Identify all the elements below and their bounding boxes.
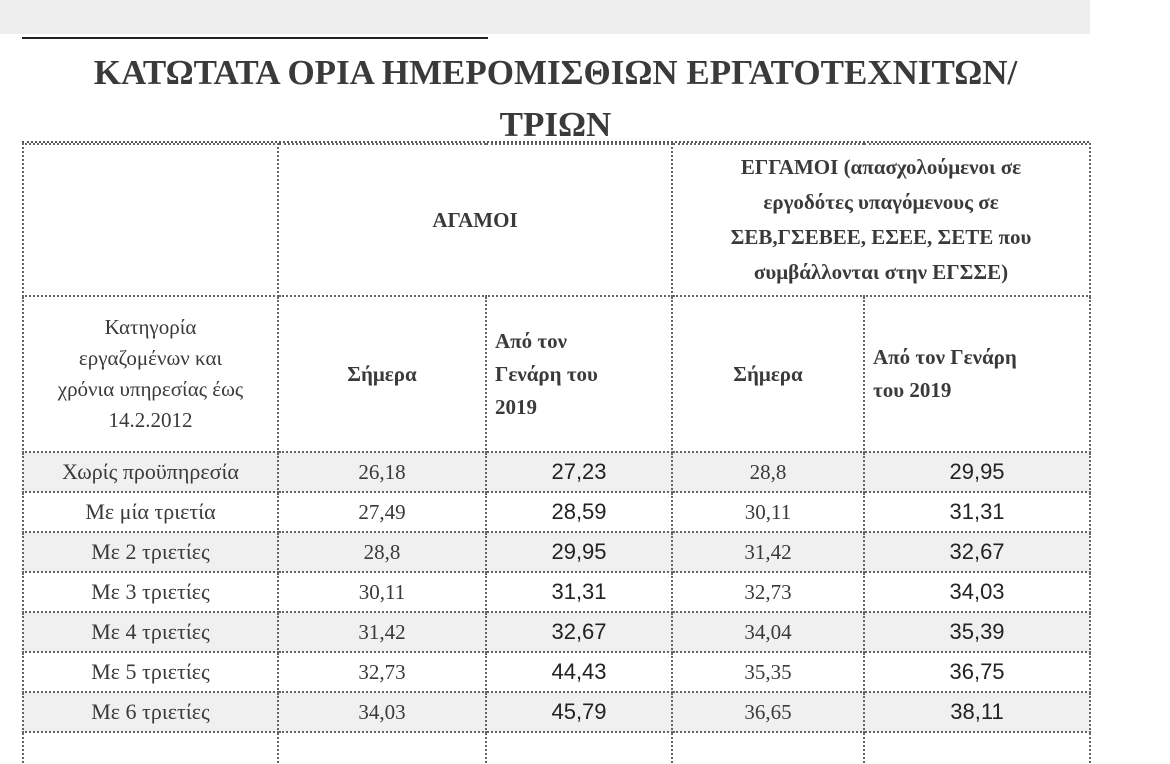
table-row (23, 572, 1090, 612)
agamoi-2019-cell: 27,23 (486, 452, 672, 492)
right-margin (1090, 0, 1170, 764)
agamoi-today-header: Σήμερα (278, 296, 486, 452)
empty-cell (864, 732, 1090, 763)
agamoi-today-cell: 34,03 (278, 692, 486, 732)
agamoi-today-cell: 32,73 (278, 652, 486, 692)
wage-table (22, 143, 1091, 763)
eggamoi-line-1: ΕΓΓΑΜΟΙ (απασχολούμενοι σε (740, 155, 1022, 179)
agamoi-today-cell: 28,8 (278, 532, 486, 572)
empty-row (23, 732, 1090, 763)
eggamoi-2019-cell: 36,75 (864, 652, 1090, 692)
agamoi-2019-header (486, 296, 672, 452)
group-header-row (23, 144, 1090, 296)
eggamoi-today-cell: 28,8 (672, 452, 864, 492)
eggamoi-2019-header (864, 296, 1090, 452)
page-title (22, 39, 1089, 143)
table-row (23, 652, 1090, 692)
eggamoi-2019-line-1: Από τον Γενάρη (873, 345, 1017, 369)
agamoi-today-cell: 31,42 (278, 612, 486, 652)
table-row (23, 692, 1090, 732)
row-label-cell: Με μία τριετία (23, 492, 278, 532)
eggamoi-today-cell: 31,42 (672, 532, 864, 572)
title-line-2: ΤΡΙΩΝ (499, 105, 612, 144)
agamoi-today-cell: 30,11 (278, 572, 486, 612)
agamoi-2019-line-1: Από τον (495, 328, 567, 353)
eggamoi-line-4: συμβάλλονται στην ΕΓΣΣΕ) (753, 260, 1009, 284)
agamoi-2019-cell: 45,79 (486, 692, 672, 732)
eggamoi-line-2: εργοδότες υπαγόμενους σε (763, 190, 999, 214)
agamoi-2019-cell: 32,67 (486, 612, 672, 652)
category-line-3: χρόνια υπηρεσίας έως (57, 377, 244, 401)
agamoi-2019-cell: 29,95 (486, 532, 672, 572)
sub-header-row (23, 296, 1090, 452)
agamoi-2019-cell: 44,43 (486, 652, 672, 692)
empty-cell (278, 732, 486, 763)
table-row (23, 612, 1090, 652)
eggamoi-line-3: ΣΕΒ,ΓΣΕΒΕΕ, ΕΣΕΕ, ΣΕΤΕ που (730, 225, 1032, 249)
agamoi-2019-cell: 28,59 (486, 492, 672, 532)
title-line-1: ΚΑΤΩΤΑΤΑ ΟΡΙΑ ΗΜΕΡΟΜΙΣΘΙΩΝ ΕΡΓΑΤΟΤΕΧΝΙΤΩΝ/ (93, 53, 1018, 92)
eggamoi-2019-cell: 35,39 (864, 612, 1090, 652)
top-bar (0, 0, 1090, 34)
agamoi-2019-line-2: Γενάρη του (495, 361, 598, 386)
empty-cell (672, 732, 864, 763)
eggamoi-today-cell: 34,04 (672, 612, 864, 652)
eggamoi-today-cell: 30,11 (672, 492, 864, 532)
eggamoi-2019-cell: 34,03 (864, 572, 1090, 612)
eggamoi-2019-cell: 29,95 (864, 452, 1090, 492)
category-line-1: Κατηγορία (104, 315, 197, 339)
eggamoi-2019-cell: 38,11 (864, 692, 1090, 732)
category-line-4: 14.2.2012 (108, 408, 193, 432)
empty-cell (23, 732, 278, 763)
eggamoi-2019-line-2: του 2019 (873, 378, 952, 402)
table-body (23, 452, 1090, 732)
eggamoi-today-header: Σήμερα (672, 296, 864, 452)
eggamoi-today-cell: 35,35 (672, 652, 864, 692)
category-line-2: εργαζομένων και (78, 346, 223, 370)
eggamoi-2019-cell: 32,67 (864, 532, 1090, 572)
row-label-cell: Με 2 τριετίες (23, 532, 278, 572)
empty-cell (486, 732, 672, 763)
eggamoi-2019-cell: 31,31 (864, 492, 1090, 532)
row-label-cell: Με 3 τριετίες (23, 572, 278, 612)
table-row (23, 532, 1090, 572)
row-label-cell: Με 5 τριετίες (23, 652, 278, 692)
category-header (23, 296, 278, 452)
agamoi-today-cell: 27,49 (278, 492, 486, 532)
table-row (23, 452, 1090, 492)
agamoi-header: ΑΓΑΜΟΙ (278, 144, 672, 296)
row-label-cell: Με 4 τριετίες (23, 612, 278, 652)
row-label-cell: Με 6 τριετίες (23, 692, 278, 732)
empty-header-cell (23, 144, 278, 296)
agamoi-today-cell: 26,18 (278, 452, 486, 492)
wage-table-container (22, 37, 1089, 763)
eggamoi-header (672, 144, 1090, 296)
eggamoi-today-cell: 32,73 (672, 572, 864, 612)
table-row (23, 492, 1090, 532)
eggamoi-today-cell: 36,65 (672, 692, 864, 732)
agamoi-2019-line-3: 2019 (495, 394, 537, 419)
row-label-cell: Χωρίς προϋπηρεσία (23, 452, 278, 492)
agamoi-2019-cell: 31,31 (486, 572, 672, 612)
